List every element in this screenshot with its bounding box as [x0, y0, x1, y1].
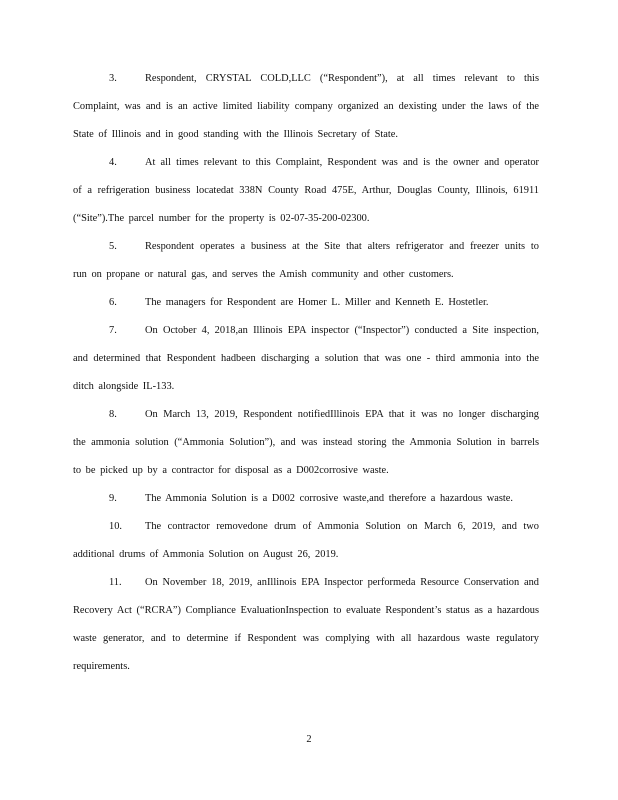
paragraph-text: On October 4, 2018,an Illinois EPA inspector (“Inspector”) conducted a Site inspection, and determined that Respondent hadbeen discharging a solution that was one - third ammonia into the ditch alongside IL-133. [73, 325, 539, 392]
paragraph-11 [73, 569, 539, 681]
paragraph-text: On November 18, 2019, anIllinois EPA Inspector performeda Resource Conservation and Recovery Act (“RCRA”) Compliance EvaluationInspection to evaluate Respondent’s status as a hazardous waste generator, and to determine if Respondent was complying with all hazardous waste regulatory requirements. [73, 577, 539, 672]
paragraph-3 [73, 65, 539, 149]
paragraph-number: 11. [109, 577, 122, 588]
page-number: 2 [306, 734, 312, 745]
paragraph-5 [73, 233, 539, 289]
paragraph-7 [73, 317, 539, 401]
paragraph-8 [73, 401, 539, 485]
paragraph-text: The contractor removedone drum of Ammonia Solution on March 6, 2019, and two additional drums of Ammonia Solution on August 26, 2019. [73, 521, 539, 560]
paragraph-text: Respondent, CRYSTAL COLD,LLC (“Respondent”), at all times relevant to this Complaint, was and is an active limited liability company organized an dexisting under the laws of the State of Illinois and in good standing with the Illinois Secretary of State. [73, 73, 539, 140]
paragraph-number: 7. [109, 325, 117, 336]
paragraph-9 [73, 485, 539, 513]
paragraph-number: 6. [109, 297, 117, 308]
paragraph-number: 4. [109, 157, 117, 168]
paragraph-10 [73, 513, 539, 569]
paragraph-text: The managers for Respondent are Homer L. Miller and Kenneth E. Hostetler. [145, 297, 489, 308]
paragraph-number: 10. [109, 521, 122, 532]
paragraph-text: On March 13, 2019, Respondent notifiedIllinois EPA that it was no longer discharging the ammonia solution (“Ammonia Solution”), and was instead storing the Ammonia Solution in barrels to be picked up by a contractor for disposal as a D002corrosive waste. [73, 409, 539, 476]
paragraph-number: 3. [109, 73, 117, 84]
paragraph-number: 8. [109, 409, 117, 420]
paragraph-6 [73, 289, 539, 317]
paragraph-text: Respondent operates a business at the Site that alters refrigerator and freezer units to run on propane or natural gas, and serves the Amish community and other customers. [73, 241, 539, 280]
paragraph-number: 9. [109, 493, 117, 504]
paragraph-4 [73, 149, 539, 233]
paragraph-text: At all times relevant to this Complaint, Respondent was and is the owner and operator of a refrigeration business locatedat 338N County Road 475E, Arthur, Douglas County, Illinois, 61911 (“Site”).The parcel number for the property is 02-07-35-200-02300. [73, 157, 539, 224]
paragraph-number: 5. [109, 241, 117, 252]
paragraph-text: The Ammonia Solution is a D002 corrosive waste,and therefore a hazardous waste. [145, 493, 513, 504]
